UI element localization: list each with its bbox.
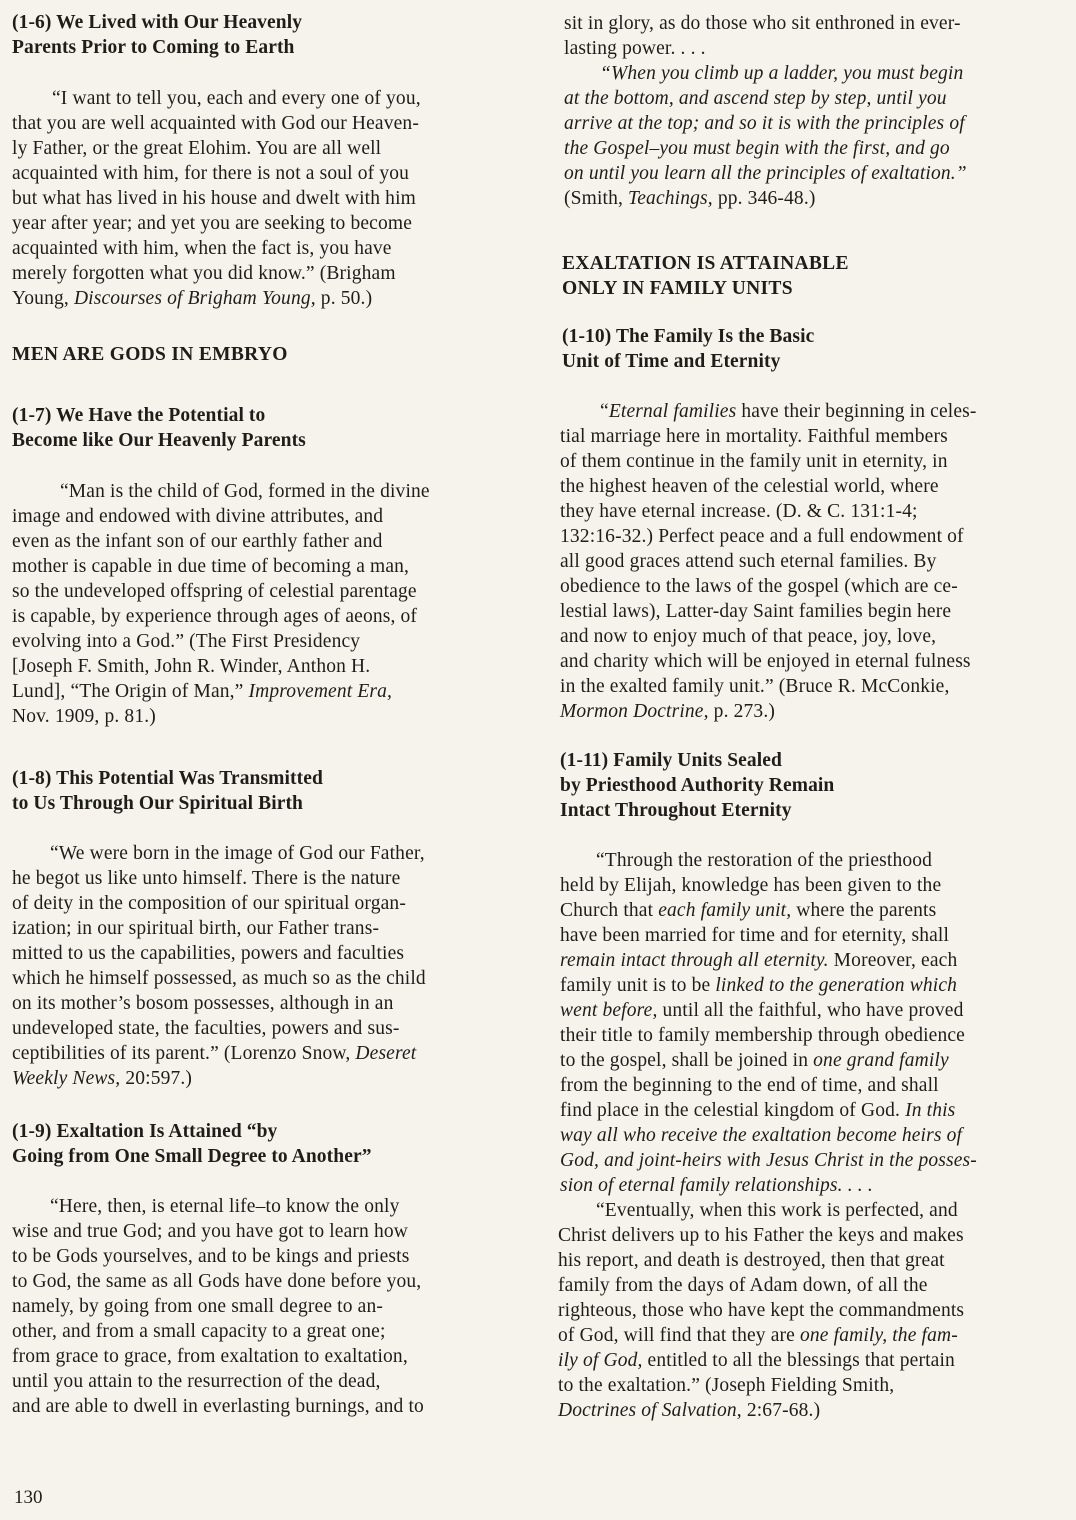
paragraph-1-7-line: evolving into a God.” (The First Presidency	[12, 631, 361, 652]
paragraph-1-10-line: all good graces attend such eternal families. By	[560, 551, 937, 572]
paragraph-1-11-line: ily of God, entitled to all the blessings that pertain	[558, 1350, 955, 1371]
paragraph-1-10-line: they have eternal increase. (D. & C. 131:1-4;	[560, 501, 918, 522]
paragraph-1-9-continued-line: at the bottom, and ascend step by step, until you	[564, 88, 947, 109]
paragraph-1-9-continued-line: arrive at the top; and so it is with the principles of	[564, 113, 965, 134]
paragraph-1-6-line: that you are well acquainted with God our Heaven-	[12, 113, 419, 134]
paragraph-1-7-line: image and endowed with divine attributes, and	[12, 506, 384, 527]
paragraph-1-8-line: undeveloped state, the faculties, powers and sus-	[12, 1018, 400, 1039]
paragraph-1-10-line: and charity which will be enjoyed in eternal fulness	[560, 651, 971, 672]
paragraph-1-9-line: from grace to grace, from exaltation to exaltation,	[12, 1346, 408, 1367]
paragraph-1-6-line: merely forgotten what you did know.” (Brigham	[12, 263, 396, 284]
paragraph-1-11-line: have been married for time and for eternity, shall	[560, 925, 950, 946]
heading-1-6-line: Parents Prior to Coming to Earth	[12, 37, 295, 58]
heading-1-11-line: Intact Throughout Eternity	[560, 800, 792, 821]
paragraph-1-8-line: Weekly News, 20:597.)	[12, 1068, 193, 1089]
paragraph-1-9-continued-line: lasting power. . . .	[564, 38, 706, 59]
heading-1-7-line: (1-7) We Have the Potential to	[12, 405, 266, 426]
paragraph-1-11-line: their title to family membership through obedience	[560, 1025, 965, 1046]
paragraph-1-10-line: and now to enjoy much of that peace, joy, love,	[560, 626, 937, 647]
paragraph-1-11-line: family unit is to be linked to the generation which	[560, 975, 958, 996]
paragraph-1-11-line: “Eventually, when this work is perfected, and	[596, 1200, 958, 1221]
paragraph-1-11-line: his report, and death is destroyed, then that great	[558, 1250, 945, 1271]
paragraph-1-11-line: to the exaltation.” (Joseph Fielding Smith,	[558, 1375, 895, 1396]
paragraph-1-10-line: of them continue in the family unit in eternity, in	[560, 451, 948, 472]
heading-1-11-line: by Priesthood Authority Remain	[560, 775, 835, 796]
paragraph-1-6-line: year after year; and yet you are seeking to become	[12, 213, 413, 234]
paragraph-1-10-line: lestial laws), Latter-day Saint families begin here	[560, 601, 952, 622]
paragraph-1-11-line: of God, will find that they are one family, the fam-	[558, 1325, 958, 1346]
paragraph-1-7-line: Lund], “The Origin of Man,” Improvement Era,	[12, 681, 393, 702]
paragraph-1-11-line: righteous, those who have kept the commandments	[558, 1300, 965, 1321]
paragraph-1-11-line: to the gospel, shall be joined in one grand family	[560, 1050, 949, 1071]
paragraph-1-11-line: God, and joint-heirs with Jesus Christ in the posses-	[560, 1150, 977, 1171]
heading-1-6-line: (1-6) We Lived with Our Heavenly	[12, 12, 303, 33]
paragraph-1-11-line: held by Elijah, knowledge has been given to the	[560, 875, 942, 896]
paragraph-1-8-line: ceptibilities of its parent.” (Lorenzo Snow, Deseret	[12, 1043, 417, 1064]
heading-1-7-line: Become like Our Heavenly Parents	[12, 430, 306, 451]
paragraph-1-10-line: tial marriage here in mortality. Faithful members	[560, 426, 948, 447]
heading-1-10-line: (1-10) The Family Is the Basic	[562, 326, 815, 347]
heading-1-9-line: Going from One Small Degree to Another”	[12, 1146, 372, 1167]
paragraph-1-11-line: “Through the restoration of the priesthood	[596, 850, 933, 871]
paragraph-1-10-line: obedience to the laws of the gospel (which are ce-	[560, 576, 958, 597]
paragraph-1-7-line: “Man is the child of God, formed in the divine	[60, 481, 430, 502]
paragraph-1-10-line: Mormon Doctrine, p. 273.)	[560, 701, 775, 722]
paragraph-1-9-line: to God, the same as all Gods have done before you,	[12, 1271, 422, 1292]
paragraph-1-11-line: remain intact through all eternity. Moreover, each	[560, 950, 958, 971]
paragraph-1-9-line: to be Gods yourselves, and to be kings and priests	[12, 1246, 410, 1267]
paragraph-1-9-line: other, and from a small capacity to a great one;	[12, 1321, 386, 1342]
paragraph-1-7-line: even as the infant son of our earthly father and	[12, 531, 383, 552]
heading-1-8-line: to Us Through Our Spiritual Birth	[12, 793, 304, 814]
paragraph-1-8-line: of deity in the composition of our spiritual organ-	[12, 893, 406, 914]
paragraph-1-6-line: Young, Discourses of Brigham Young, p. 50.)	[12, 288, 373, 309]
paragraph-1-10-line: 132:16-32.) Perfect peace and a full endowment of	[560, 526, 964, 547]
paragraph-1-7-line: mother is capable in due time of becoming a man,	[12, 556, 410, 577]
paragraph-1-8-line: mitted to us the capabilities, powers and faculties	[12, 943, 405, 964]
paragraph-1-9-continued-line: sit in glory, as do those who sit enthroned in ever-	[564, 13, 961, 34]
paragraph-1-9-line: “Here, then, is eternal life–to know the only	[50, 1196, 400, 1217]
paragraph-1-6-line: “I want to tell you, each and every one of you,	[52, 88, 421, 109]
paragraph-1-6-line: ly Father, or the great Elohim. You are all well	[12, 138, 382, 159]
heading-1-9-line: (1-9) Exaltation Is Attained “by	[12, 1121, 278, 1142]
paragraph-1-8-line: on its mother’s bosom possesses, although in an	[12, 993, 394, 1014]
paragraph-1-11-line: from the beginning to the end of time, and shall	[560, 1075, 939, 1096]
paragraph-1-11-line: went before, until all the faithful, who have proved	[560, 1000, 964, 1021]
paragraph-1-6-line: acquainted with him, when the fact is, you have	[12, 238, 392, 259]
paragraph-1-8-line: which he himself possessed, as much so as the child	[12, 968, 426, 989]
paragraph-1-11-line: sion of eternal family relationships. . . .	[560, 1175, 873, 1196]
paragraph-1-11-line: find place in the celestial kingdom of God. In this	[560, 1100, 956, 1121]
paragraph-1-11-line: Doctrines of Salvation, 2:67-68.)	[558, 1400, 821, 1421]
paragraph-1-8-line: “We were born in the image of God our Father,	[50, 843, 425, 864]
paragraph-1-9-continued-line: “When you climb up a ladder, you must begin	[600, 63, 964, 84]
paragraph-1-6-line: but what has lived in his house and dwelt with him	[12, 188, 416, 209]
paragraph-1-9-continued-line: on until you learn all the principles of exaltation.”	[564, 163, 967, 184]
paragraph-1-7-line: is capable, by experience through ages of aeons, of	[12, 606, 418, 627]
paragraph-1-10-line: in the exalted family unit.” (Bruce R. McConkie,	[560, 676, 950, 697]
section-exaltation-family-units-line: ONLY IN FAMILY UNITS	[562, 278, 793, 299]
paragraph-1-9-continued-line: (Smith, Teachings, pp. 346-48.)	[564, 188, 816, 209]
section-men-are-gods-line: MEN ARE GODS IN EMBRYO	[12, 344, 288, 365]
paragraph-1-9-line: and are able to dwell in everlasting burnings, and to	[12, 1396, 424, 1417]
paragraph-1-11-line: Christ delivers up to his Father the keys and makes	[558, 1225, 964, 1246]
paragraph-1-11-line: way all who receive the exaltation become heirs of	[560, 1125, 963, 1146]
page-number: 130	[14, 1487, 43, 1508]
paragraph-1-7-line: Nov. 1909, p. 81.)	[12, 706, 156, 727]
heading-1-11-line: (1-11) Family Units Sealed	[560, 750, 782, 771]
section-exaltation-family-units-line: EXALTATION IS ATTAINABLE	[562, 253, 849, 274]
paragraph-1-11-line: family from the days of Adam down, of all the	[558, 1275, 928, 1296]
paragraph-1-10-line: the highest heaven of the celestial world, where	[560, 476, 939, 497]
paragraph-1-6-line: acquainted with him, for there is not a soul of you	[12, 163, 410, 184]
paragraph-1-7-line: so the undeveloped offspring of celestial parentage	[12, 581, 417, 602]
paragraph-1-9-line: wise and true God; and you have got to learn how	[12, 1221, 409, 1242]
paragraph-1-7-line: [Joseph F. Smith, John R. Winder, Anthon H.	[12, 656, 371, 677]
paragraph-1-8-line: he begot us like unto himself. There is the nature	[12, 868, 401, 889]
paragraph-1-11-line: Church that each family unit, where the parents	[560, 900, 937, 921]
heading-1-10-line: Unit of Time and Eternity	[562, 351, 781, 372]
paragraph-1-9-line: until you attain to the resurrection of the dead,	[12, 1371, 381, 1392]
paragraph-1-9-line: namely, by going from one small degree to an-	[12, 1296, 384, 1317]
heading-1-8-line: (1-8) This Potential Was Transmitted	[12, 768, 323, 789]
paragraph-1-8-line: ization; in our spiritual birth, our Father trans-	[12, 918, 380, 939]
paragraph-1-9-continued-line: the Gospel–you must begin with the first, and go	[564, 138, 950, 159]
paragraph-1-10-line: “Eternal families have their beginning in celes-	[600, 401, 977, 422]
